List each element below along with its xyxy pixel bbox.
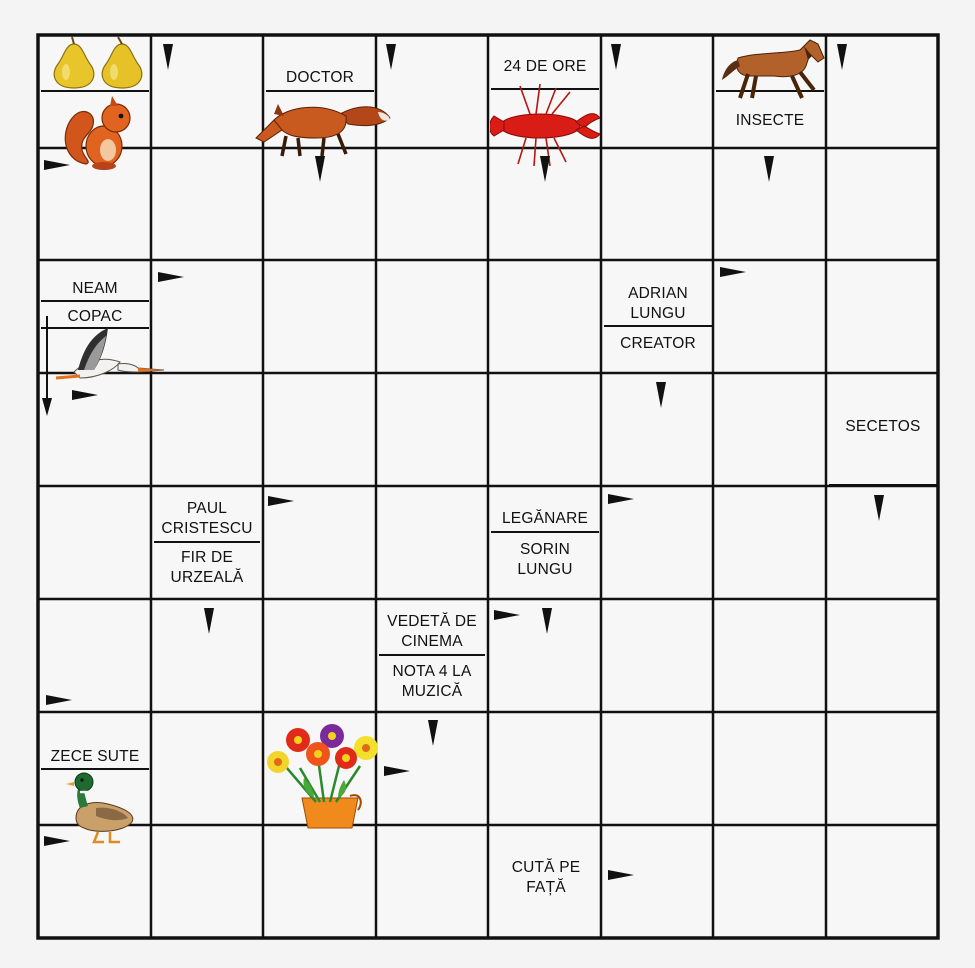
- clue-insecte: INSECTE: [735, 112, 805, 129]
- clue-fir-de-urzeala: FIR DE URZEALĂ: [170, 549, 244, 586]
- flower-pot-icon: [260, 718, 392, 834]
- clue-doctor: DOCTOR: [285, 69, 355, 86]
- arrow-right-icon: [720, 265, 746, 279]
- pears-icon: [44, 36, 150, 90]
- clue-copac: COPAC: [67, 308, 123, 325]
- clue-divider: [41, 90, 149, 92]
- lobster-icon: [490, 84, 602, 166]
- clue-cuta-pe-fata: CUTĂ PE FAȚĂ: [511, 859, 581, 896]
- clue-creator: CREATOR: [620, 335, 696, 352]
- squirrel-icon: [58, 94, 138, 172]
- arrow-down-icon: [654, 382, 668, 408]
- answer-cell-r2-c6[interactable]: [603, 150, 711, 258]
- clue-paul-cristescu: PAUL CRISTESCU: [161, 500, 253, 537]
- answer-cell-r5-c1[interactable]: [40, 488, 149, 597]
- clue-divider: [604, 325, 712, 327]
- arrow-down-icon: [540, 608, 554, 634]
- arrow-right-icon: [44, 158, 70, 172]
- arrow-right-icon: [608, 868, 634, 882]
- arrow-down-icon: [161, 44, 175, 70]
- arrow-right-icon: [268, 494, 294, 508]
- answer-cell-r6-c7[interactable]: [715, 601, 824, 710]
- arrow-down-icon: [872, 495, 886, 521]
- answer-cell-r7-c5[interactable]: [490, 714, 599, 823]
- answer-cell-r4-c3[interactable]: [265, 375, 374, 484]
- answer-cell-r8-c7[interactable]: [715, 827, 824, 936]
- answer-cell-r2-c2[interactable]: [153, 150, 261, 258]
- arrow-down-icon: [426, 720, 440, 746]
- answer-cell-r2-c8[interactable]: [828, 150, 936, 258]
- clue-24-de-ore: 24 DE ORE: [503, 58, 587, 75]
- answer-cell-r7-c6[interactable]: [603, 714, 711, 823]
- answer-cell-r7-c8[interactable]: [828, 714, 936, 823]
- clue-divider: [154, 541, 260, 543]
- answer-cell-r8-c3[interactable]: [265, 827, 374, 936]
- answer-cell-r4-c7[interactable]: [715, 375, 824, 484]
- fox-icon: [252, 92, 394, 158]
- clue-divider: [491, 531, 599, 533]
- arrow-down-long-icon: [40, 316, 54, 416]
- clue-leganare: LEGĂNARE: [501, 510, 589, 527]
- answer-cell-r7-c2[interactable]: [153, 714, 261, 823]
- answer-cell-r3-c5[interactable]: [490, 262, 599, 371]
- answer-cell-r4-c4[interactable]: [378, 375, 486, 484]
- answer-cell-r4-c2[interactable]: [153, 375, 261, 484]
- arrow-right-icon: [608, 492, 634, 506]
- arrow-right-icon: [44, 834, 70, 848]
- arrow-down-icon: [538, 156, 552, 182]
- arrow-down-icon: [202, 608, 216, 634]
- arrow-down-icon: [762, 156, 776, 182]
- clue-secetos: SECETOS: [845, 418, 921, 435]
- answer-cell-r8-c8[interactable]: [828, 827, 936, 936]
- answer-cell-r5-c4[interactable]: [378, 488, 486, 597]
- arrow-right-icon: [384, 764, 410, 778]
- arrow-right-icon: [46, 693, 72, 707]
- answer-cell-r4-c5[interactable]: [490, 375, 599, 484]
- arrow-right-icon: [72, 388, 98, 402]
- stork-icon: [54, 326, 166, 384]
- clue-sorin-lungu: SORIN LUNGU: [517, 541, 573, 578]
- answer-cell-r7-c7[interactable]: [715, 714, 824, 823]
- clue-divider: [829, 484, 937, 486]
- clue-neam: NEAM: [72, 280, 118, 297]
- arrow-down-icon: [313, 156, 327, 182]
- arrow-right-icon: [158, 270, 184, 284]
- clue-adrian-lungu: ADRIAN LUNGU: [628, 285, 688, 322]
- answer-cell-r8-c2[interactable]: [153, 827, 261, 936]
- answer-cell-r6-c3[interactable]: [265, 601, 374, 710]
- clue-divider: [379, 654, 485, 656]
- answer-cell-r3-c3[interactable]: [265, 262, 374, 371]
- answer-cell-r3-c8[interactable]: [828, 262, 936, 371]
- arrow-down-icon: [609, 44, 623, 70]
- answer-cell-r3-c4[interactable]: [378, 262, 486, 371]
- clue-zece-sute: ZECE SUTE: [50, 748, 140, 765]
- duck-icon: [66, 770, 138, 844]
- arrow-down-icon: [835, 44, 849, 70]
- answer-cell-r6-c8[interactable]: [828, 601, 936, 710]
- clue-vedeta-de-cinema: VEDETĂ DE CINEMA: [387, 613, 477, 650]
- arrow-right-icon: [494, 608, 520, 622]
- arrow-down-icon: [384, 44, 398, 70]
- horse-icon: [718, 36, 828, 102]
- clue-nota-4-la-muzica: NOTA 4 LA MUZICĂ: [392, 663, 472, 700]
- answer-cell-r6-c6[interactable]: [603, 601, 711, 710]
- answer-cell-r5-c7[interactable]: [715, 488, 824, 597]
- answer-cell-r2-c4[interactable]: [378, 150, 486, 258]
- clue-divider: [41, 300, 149, 302]
- answer-cell-r8-c4[interactable]: [378, 827, 486, 936]
